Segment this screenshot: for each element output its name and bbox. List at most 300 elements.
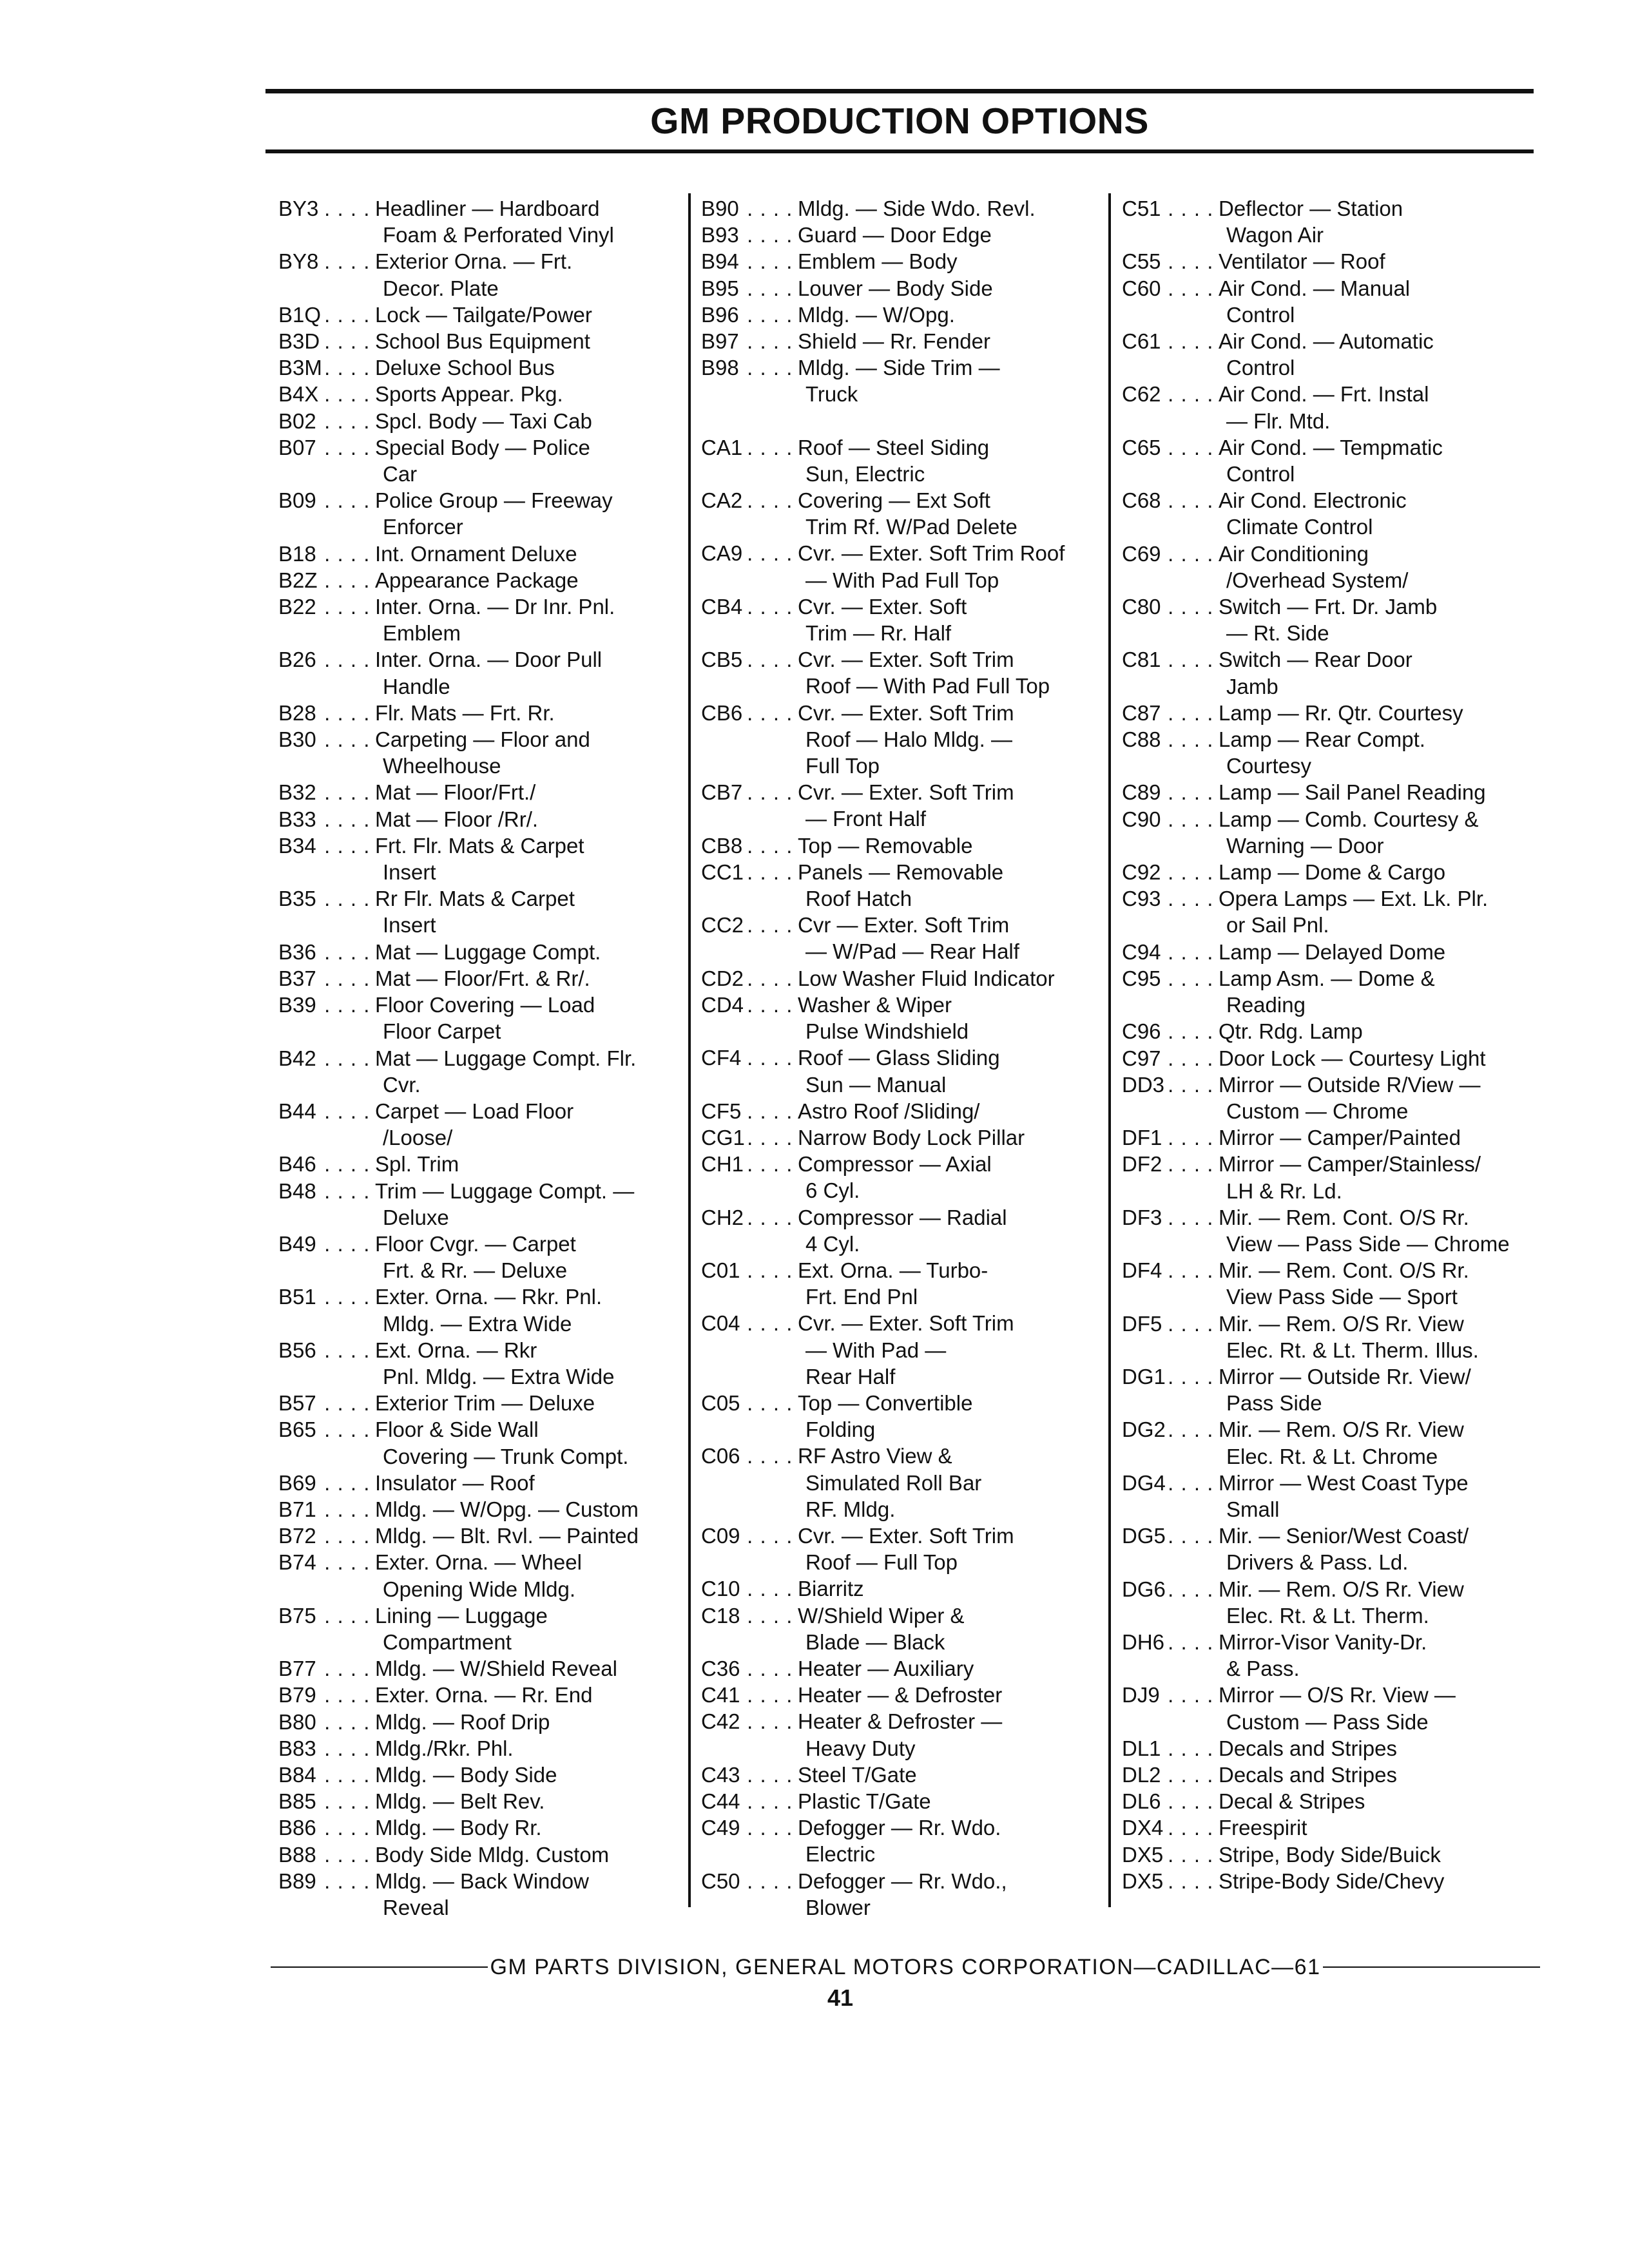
option-code xyxy=(1122,275,1219,302)
option-code xyxy=(701,779,798,805)
option-code xyxy=(701,434,798,461)
option-entry xyxy=(701,1204,1101,1231)
option-entry-continuation xyxy=(278,1072,678,1098)
option-code xyxy=(278,541,375,567)
option-entry xyxy=(1122,1814,1521,1841)
option-code xyxy=(278,1337,375,1363)
option-entry xyxy=(1122,1682,1521,1708)
option-entry xyxy=(1122,1841,1521,1868)
option-code-text: C55 xyxy=(1122,249,1165,273)
option-code xyxy=(278,1231,375,1257)
option-entry xyxy=(701,1682,1101,1708)
option-description: Decals and Stripes xyxy=(1219,1762,1397,1787)
option-entry xyxy=(701,992,1101,1018)
option-code xyxy=(278,1098,375,1124)
option-code-text: CH2 xyxy=(701,1206,747,1229)
option-entry-continuation xyxy=(1122,1496,1521,1523)
option-entry xyxy=(278,992,678,1018)
option-description: Mldg. — W/Shield Reveal xyxy=(375,1657,617,1681)
option-description: Heavy Duty xyxy=(805,1736,916,1760)
option-entry-continuation xyxy=(278,1204,678,1231)
option-entry xyxy=(701,1098,1101,1124)
option-entry xyxy=(1122,1576,1521,1602)
option-description: Lamp — Dome & Cargo xyxy=(1219,860,1446,885)
option-code xyxy=(1122,726,1219,753)
option-code xyxy=(1122,1072,1219,1098)
option-entry-continuation xyxy=(1122,620,1521,646)
option-description: Insulator — Roof xyxy=(375,1470,535,1495)
option-entry-continuation xyxy=(701,461,1101,487)
option-description: Folding xyxy=(805,1418,876,1442)
option-code xyxy=(278,806,375,832)
option-code xyxy=(278,1762,375,1788)
option-description: Elec. Rt. & Lt. Therm. xyxy=(1226,1603,1429,1628)
option-entry-continuation xyxy=(701,1470,1101,1496)
option-code-text: B4X xyxy=(278,382,322,406)
option-description: Emblem xyxy=(383,621,461,646)
option-code-text: DG5 xyxy=(1122,1524,1170,1548)
option-description: Mldg. — Blt. Rvl. — Painted xyxy=(375,1524,639,1548)
option-code-text: CC1 xyxy=(701,860,747,884)
option-description: /Overhead System/ xyxy=(1226,568,1409,592)
option-code xyxy=(278,302,375,328)
option-code-text: C06 xyxy=(701,1444,744,1468)
option-entry-continuation xyxy=(278,1257,678,1283)
option-entry-continuation xyxy=(701,1416,1101,1443)
option-entry-continuation xyxy=(1122,354,1521,381)
option-description: Compressor — Axial xyxy=(798,1152,992,1177)
option-code xyxy=(278,1470,375,1496)
option-code xyxy=(701,646,798,673)
option-code xyxy=(278,1602,375,1629)
option-description: Carpet — Load Floor xyxy=(375,1099,574,1123)
option-code-text: C62 xyxy=(1122,382,1165,406)
option-description: Enforcer xyxy=(383,515,463,539)
option-code-text: DG1 xyxy=(1122,1365,1170,1389)
option-entry xyxy=(1122,806,1521,832)
option-entry-continuation xyxy=(1122,1443,1521,1470)
option-description: Roof — With Pad Full Top xyxy=(805,674,1050,698)
option-entry-continuation xyxy=(701,673,1101,699)
option-entry xyxy=(278,354,678,381)
option-code-text: B69 xyxy=(278,1471,320,1495)
option-description: Freespirit xyxy=(1219,1816,1307,1840)
option-code-text: B2Z xyxy=(278,568,322,592)
option-description: Rr Flr. Mats & Carpet xyxy=(375,887,575,911)
option-code xyxy=(1122,1788,1219,1814)
option-description: Deflector — Station xyxy=(1219,197,1403,220)
options-column-1 xyxy=(278,195,678,1921)
option-entry xyxy=(701,1124,1101,1151)
option-entry xyxy=(278,1523,678,1549)
option-description: Spcl. Body — Taxi Cab xyxy=(375,408,592,433)
option-entry xyxy=(1122,700,1521,726)
option-entry-continuation xyxy=(278,514,678,540)
option-description: — Flr. Mtd. xyxy=(1226,408,1331,433)
option-entry xyxy=(1122,779,1521,805)
option-description: Biarritz xyxy=(798,1577,864,1601)
option-entry xyxy=(1122,965,1521,992)
option-entry-continuation xyxy=(701,620,1101,646)
option-description: Defogger — Rr. Wdo. xyxy=(798,1816,1001,1840)
option-code-text: B35 xyxy=(278,887,320,910)
option-code-text: C81 xyxy=(1122,648,1165,671)
option-description: Blower xyxy=(805,1895,871,1919)
option-description: — With Pad Full Top xyxy=(805,568,999,592)
option-code-text: DG4 xyxy=(1122,1471,1170,1495)
option-description: Ext. Orna. — Turbo- xyxy=(798,1258,988,1282)
option-description: Body Side Mldg. Custom xyxy=(375,1842,610,1867)
option-description: Steel T/Gate xyxy=(798,1762,917,1787)
option-description: Exter. Orna. — Rr. End xyxy=(375,1683,593,1707)
option-description: Stripe, Body Side/Buick xyxy=(1219,1842,1441,1867)
option-code-text: DH6 xyxy=(1122,1630,1168,1654)
option-description: — With Pad — xyxy=(805,1338,947,1362)
option-description: LH & Rr. Ld. xyxy=(1226,1178,1342,1203)
option-entry-continuation xyxy=(1122,1390,1521,1416)
option-description: Plastic T/Gate xyxy=(798,1789,931,1813)
option-entry xyxy=(1122,1151,1521,1177)
option-description: Mirror — O/S Rr. View — xyxy=(1219,1683,1456,1707)
option-entry xyxy=(278,1231,678,1257)
option-code-text: B89 xyxy=(278,1869,320,1893)
option-code-text: B77 xyxy=(278,1657,320,1680)
option-code-text: C43 xyxy=(701,1763,744,1787)
option-code-text: CH1 xyxy=(701,1152,747,1176)
option-description: Mldg. — Back Window xyxy=(375,1869,589,1893)
option-code-text: C44 xyxy=(701,1789,744,1813)
option-entry-continuation xyxy=(701,1735,1101,1762)
option-code-text: B88 xyxy=(278,1843,320,1867)
title-top-rule xyxy=(265,89,1534,93)
option-description: Mat — Floor/Frt./ xyxy=(375,780,536,805)
option-entry xyxy=(1122,381,1521,407)
option-code xyxy=(701,1098,798,1124)
option-description: Control xyxy=(1226,462,1295,486)
option-entry xyxy=(701,487,1101,514)
option-code xyxy=(701,1151,798,1177)
option-entry xyxy=(701,195,1101,222)
option-description: View Pass Side — Sport xyxy=(1226,1285,1458,1309)
option-description: Stripe-Body Side/Chevy xyxy=(1219,1869,1445,1893)
option-code-text: BY8 xyxy=(278,249,322,273)
option-code xyxy=(278,408,375,434)
option-description: Mldg. — W/Opg. — Custom xyxy=(375,1497,639,1521)
option-code-text: B46 xyxy=(278,1152,320,1176)
option-code-text: CB5 xyxy=(701,648,746,671)
option-entry-continuation xyxy=(701,514,1101,540)
option-description: Switch — Rear Door xyxy=(1219,648,1412,672)
option-description: Defogger — Rr. Wdo., xyxy=(798,1869,1007,1893)
option-entry-continuation xyxy=(1122,461,1521,487)
option-description: Reading xyxy=(1226,993,1306,1017)
option-entry xyxy=(1122,593,1521,620)
option-description: Heater — Auxiliary xyxy=(798,1656,974,1680)
option-entry xyxy=(278,195,678,222)
option-description: Inter. Orna. — Dr Inr. Pnl. xyxy=(375,595,615,619)
option-code xyxy=(1122,1735,1219,1762)
option-entry-continuation xyxy=(1122,1098,1521,1124)
option-description: Mirror — Camper/Painted xyxy=(1219,1126,1461,1150)
option-entry xyxy=(701,1443,1101,1469)
option-code xyxy=(278,1841,375,1868)
option-code xyxy=(1122,1762,1219,1788)
option-code-text: C69 xyxy=(1122,542,1165,566)
option-entry xyxy=(701,1310,1101,1336)
option-code-text: B1Q xyxy=(278,303,325,327)
option-code xyxy=(278,1416,375,1443)
option-code-text: B22 xyxy=(278,595,320,619)
option-code xyxy=(701,1443,798,1469)
option-entry xyxy=(278,726,678,753)
option-entry xyxy=(278,1178,678,1204)
option-entry-continuation xyxy=(1122,222,1521,248)
option-code-text: DD3 xyxy=(1122,1073,1168,1097)
option-entry xyxy=(1122,1470,1521,1496)
option-description: Cvr. — Exter. Soft Trim xyxy=(798,700,1014,725)
option-description: Mat — Floor/Frt. & Rr/. xyxy=(375,966,590,990)
option-entry xyxy=(701,1575,1101,1602)
option-code xyxy=(278,726,375,753)
option-code-text: C65 xyxy=(1122,436,1165,459)
option-description: Louver — Body Side xyxy=(798,276,993,300)
option-description: Spl. Trim xyxy=(375,1152,459,1177)
option-entry xyxy=(701,1151,1101,1177)
option-code xyxy=(701,832,798,859)
option-code-text: CB6 xyxy=(701,701,746,725)
option-entry xyxy=(1122,1629,1521,1655)
option-entry xyxy=(1122,275,1521,302)
option-code xyxy=(701,302,798,328)
option-entry xyxy=(278,700,678,726)
option-entry xyxy=(701,700,1101,726)
option-description: Flr. Mats — Frt. Rr. xyxy=(375,700,555,725)
option-code xyxy=(1122,700,1219,726)
option-code-text: BY3 xyxy=(278,197,322,220)
option-entry xyxy=(278,806,678,832)
option-description: Heater & Defroster — xyxy=(798,1709,1003,1734)
option-entry-continuation xyxy=(701,1549,1101,1575)
option-code xyxy=(278,939,375,965)
option-code-text: B44 xyxy=(278,1099,320,1123)
option-entry xyxy=(278,1735,678,1762)
option-entry-continuation xyxy=(701,1072,1101,1098)
option-description: Cvr — Exter. Soft Trim xyxy=(798,913,1010,937)
option-description: Roof — Halo Mldg. — xyxy=(805,727,1012,751)
option-code xyxy=(1122,1523,1219,1549)
option-description: Roof Hatch xyxy=(805,887,912,911)
option-code-text: DF3 xyxy=(1122,1206,1166,1229)
option-code xyxy=(278,248,375,274)
column-divider xyxy=(688,193,691,1907)
option-code xyxy=(278,1151,375,1177)
option-code-text: DL1 xyxy=(1122,1736,1165,1760)
option-code-text: B3M xyxy=(278,356,326,380)
option-code-text: DG6 xyxy=(1122,1577,1170,1601)
option-code xyxy=(1122,1257,1219,1283)
option-code xyxy=(278,1523,375,1549)
option-entry xyxy=(1122,541,1521,567)
option-code xyxy=(278,1735,375,1762)
option-entry-continuation xyxy=(1122,408,1521,434)
option-description: Mldg. — Roof Drip xyxy=(375,1709,550,1734)
option-description: Covering — Ext Soft xyxy=(798,488,990,513)
option-entry xyxy=(701,1762,1101,1788)
option-description: Sun — Manual xyxy=(805,1072,947,1097)
option-description: Mir. — Rem. Cont. O/S Rr. xyxy=(1219,1258,1469,1283)
option-code-text: C68 xyxy=(1122,488,1165,512)
option-description: Astro Roof /Sliding/ xyxy=(798,1099,980,1123)
option-entry xyxy=(1122,248,1521,274)
option-description: Mldg. — Body Side xyxy=(375,1762,557,1787)
option-description: Insert xyxy=(383,913,436,937)
option-code xyxy=(1122,1045,1219,1072)
option-description: Blade — Black xyxy=(805,1629,945,1654)
option-description: Lamp — Delayed Dome xyxy=(1219,939,1446,964)
option-description: Floor & Side Wall xyxy=(375,1418,539,1442)
option-entry xyxy=(278,1841,678,1868)
option-entry xyxy=(278,593,678,620)
option-entry-continuation xyxy=(701,1841,1101,1867)
option-entry xyxy=(278,434,678,461)
option-entry xyxy=(278,1549,678,1575)
option-code-text: B90 xyxy=(701,197,743,220)
option-code-text: B39 xyxy=(278,993,320,1017)
option-entry xyxy=(701,248,1101,274)
option-code-text: C87 xyxy=(1122,701,1165,725)
option-entry-continuation xyxy=(278,673,678,700)
option-entry-continuation xyxy=(278,1629,678,1655)
option-entry-continuation xyxy=(278,1018,678,1044)
option-code xyxy=(1122,779,1219,805)
option-code xyxy=(701,1602,798,1629)
option-code-text: B96 xyxy=(701,303,743,327)
footer-rule-left xyxy=(271,1966,488,1968)
options-column-2 xyxy=(701,195,1101,1921)
option-description: Cvr. — Exter. Soft Trim xyxy=(798,648,1014,672)
option-code xyxy=(701,965,798,992)
option-code-text: DX5 xyxy=(1122,1843,1167,1867)
option-entry xyxy=(278,939,678,965)
option-description: Carpeting — Floor and xyxy=(375,727,590,752)
option-code xyxy=(701,1204,798,1231)
option-description: Police Group — Freeway xyxy=(375,488,613,513)
option-entry xyxy=(1122,434,1521,461)
option-code xyxy=(278,567,375,593)
column-divider xyxy=(1108,193,1111,1907)
option-description: Air Cond. — Automatic xyxy=(1219,329,1434,354)
option-entry xyxy=(278,1682,678,1708)
option-code xyxy=(1122,1416,1219,1443)
option-code xyxy=(1122,859,1219,885)
option-code-text: B57 xyxy=(278,1391,320,1415)
option-code-text: B42 xyxy=(278,1046,320,1070)
option-entry xyxy=(1122,1788,1521,1814)
option-description: Special Body — Police xyxy=(375,435,590,459)
option-code xyxy=(701,195,798,222)
option-code-text: B07 xyxy=(278,436,320,459)
option-code xyxy=(1122,1311,1219,1337)
option-description: Decor. Plate xyxy=(383,276,499,300)
option-code xyxy=(701,1523,798,1549)
option-entry-continuation xyxy=(278,1124,678,1151)
option-description: Low Washer Fluid Indicator xyxy=(798,966,1055,990)
option-code xyxy=(1122,646,1219,673)
option-description: Opera Lamps — Ext. Lk. Plr. xyxy=(1219,887,1489,911)
option-code-text: C05 xyxy=(701,1391,744,1415)
option-code xyxy=(278,328,375,354)
option-entry xyxy=(278,1045,678,1072)
option-code xyxy=(1122,1363,1219,1390)
option-entry xyxy=(701,1788,1101,1814)
option-code xyxy=(701,1762,798,1788)
option-entry xyxy=(278,1470,678,1496)
option-entry-continuation xyxy=(1122,567,1521,593)
option-code xyxy=(278,992,375,1018)
option-code xyxy=(1122,1151,1219,1177)
option-code xyxy=(701,700,798,726)
option-description: or Sail Pnl. xyxy=(1226,913,1329,937)
option-entry-continuation xyxy=(1122,912,1521,938)
option-description: Exterior Trim — Deluxe xyxy=(375,1391,595,1416)
option-code xyxy=(278,779,375,805)
option-code xyxy=(1122,1204,1219,1231)
option-code-text: DF5 xyxy=(1122,1312,1166,1336)
option-entry-continuation xyxy=(701,726,1101,753)
option-description: View — Pass Side — Chrome xyxy=(1226,1231,1510,1256)
option-code xyxy=(278,381,375,407)
option-description: Appearance Package xyxy=(375,568,579,592)
option-code-text: CF4 xyxy=(701,1046,745,1070)
option-code-text: C04 xyxy=(701,1311,744,1335)
option-code-text: B18 xyxy=(278,542,320,566)
option-entry-continuation xyxy=(278,859,678,885)
option-description: Headliner — Hardboard xyxy=(375,197,600,220)
option-description: Handle xyxy=(383,674,450,698)
option-entry xyxy=(1122,1762,1521,1788)
option-code xyxy=(701,1682,798,1708)
option-description: RF. Mldg. xyxy=(805,1497,896,1521)
option-entry-continuation xyxy=(278,461,678,487)
option-entry-continuation xyxy=(1122,1549,1521,1575)
option-description: Foam & Perforated Vinyl xyxy=(383,223,614,247)
option-entry xyxy=(701,1044,1101,1071)
option-description: Mir. — Rem. O/S Rr. View xyxy=(1219,1577,1464,1601)
option-description: Compressor — Radial xyxy=(798,1205,1007,1229)
option-description: Air Cond. Electronic xyxy=(1219,488,1407,513)
option-code xyxy=(1122,885,1219,912)
option-entry xyxy=(278,302,678,328)
option-code xyxy=(1122,593,1219,620)
option-entry xyxy=(701,302,1101,328)
option-code-text: C61 xyxy=(1122,329,1165,353)
option-description: Mirror — Camper/Stainless/ xyxy=(1219,1152,1481,1177)
option-description: Floor Covering — Load xyxy=(375,993,595,1017)
option-code-text: C51 xyxy=(1122,197,1165,220)
option-description: Mldg. — Side Wdo. Revl. xyxy=(798,197,1036,220)
option-description: Top — Removable xyxy=(798,833,973,858)
option-code-text: C42 xyxy=(701,1709,744,1733)
option-entry xyxy=(701,1523,1101,1549)
option-description: Frt. & Rr. — Deluxe xyxy=(383,1258,568,1283)
option-code-text: C95 xyxy=(1122,966,1165,990)
option-entry xyxy=(278,1098,678,1124)
option-description: Trim — Rr. Half xyxy=(805,621,952,646)
option-code xyxy=(1122,1814,1219,1841)
option-entry xyxy=(278,1602,678,1629)
option-code-text: C94 xyxy=(1122,940,1165,964)
option-code xyxy=(701,1788,798,1814)
